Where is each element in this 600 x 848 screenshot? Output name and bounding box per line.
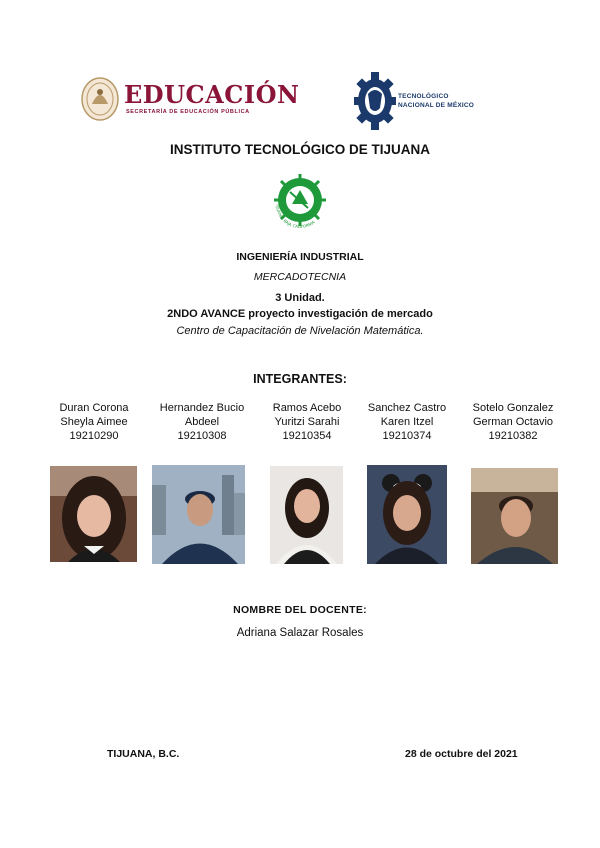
- member-surname: Hernandez Bucio: [159, 402, 245, 414]
- gear-icon: [354, 72, 396, 130]
- member-given-name: Karen Itzel: [380, 416, 434, 428]
- member-2-photo: [152, 465, 245, 564]
- member-given-name: Yuritzi Sarahi: [274, 416, 340, 428]
- unit: 3 Unidad.: [275, 292, 325, 304]
- member-surname: Duran Corona: [59, 402, 129, 414]
- career: INGENIERÍA INDUSTRIAL: [236, 251, 364, 263]
- member-given-name: Sheyla Aimee: [60, 416, 128, 428]
- sep-logo: [80, 76, 300, 124]
- member-4-photo: [367, 465, 447, 564]
- member-id: 19210290: [69, 430, 119, 442]
- mexico-seal-icon: [80, 76, 120, 122]
- tecnm-line-1: TECNOLÓGICO: [398, 93, 449, 100]
- footer-date: 28 de octubre del 2021: [405, 748, 518, 760]
- member-surname: Sanchez Castro: [367, 402, 447, 414]
- member-id: 19210382: [488, 430, 538, 442]
- tecnm-name: [398, 92, 474, 110]
- member-4: [352, 401, 462, 443]
- member-id: 19210374: [382, 430, 432, 442]
- tecnm-logo: [354, 72, 494, 132]
- logo-arc-text: TIJUANA, BAJA CALIFORNIA: [274, 203, 316, 230]
- advance-title: 2NDO AVANCE proyecto investigación de mercado: [167, 308, 433, 320]
- sep-subtitle: SECRETARÍA DE EDUCACIÓN PÚBLICA: [126, 109, 250, 115]
- member-5: [458, 401, 568, 443]
- member-surname: Sotelo Gonzalez: [472, 402, 554, 414]
- member-3: [252, 401, 362, 443]
- member-1-photo: [50, 466, 137, 562]
- itt-logo-icon: [268, 170, 332, 232]
- sep-title: EDUCACIÓN: [124, 80, 300, 109]
- member-id: 19210354: [282, 430, 332, 442]
- member-3-photo: [270, 466, 343, 564]
- member-2: [147, 401, 257, 443]
- teacher-name: Adriana Salazar Rosales: [236, 627, 364, 639]
- member-surname: Ramos Acebo: [272, 402, 342, 414]
- project-center: Centro de Capacitación de Nivelación Matemática.: [176, 325, 424, 337]
- member-5-photo: [471, 468, 558, 564]
- integrantes-heading: INTEGRANTES:: [253, 372, 347, 386]
- institute-title: INSTITUTO TECNOLÓGICO DE TIJUANA: [169, 142, 430, 157]
- teacher-heading: NOMBRE DEL DOCENTE:: [233, 604, 367, 616]
- member-given-name: German Octavio: [472, 416, 554, 428]
- member-id: 19210308: [177, 430, 227, 442]
- member-1: [39, 401, 149, 443]
- tecnm-line-2: NACIONAL DE MÉXICO: [398, 102, 475, 109]
- subject: MERCADOTECNIA: [253, 271, 347, 283]
- footer-city: TIJUANA, B.C.: [107, 748, 180, 760]
- member-given-name: Abdeel: [184, 416, 220, 428]
